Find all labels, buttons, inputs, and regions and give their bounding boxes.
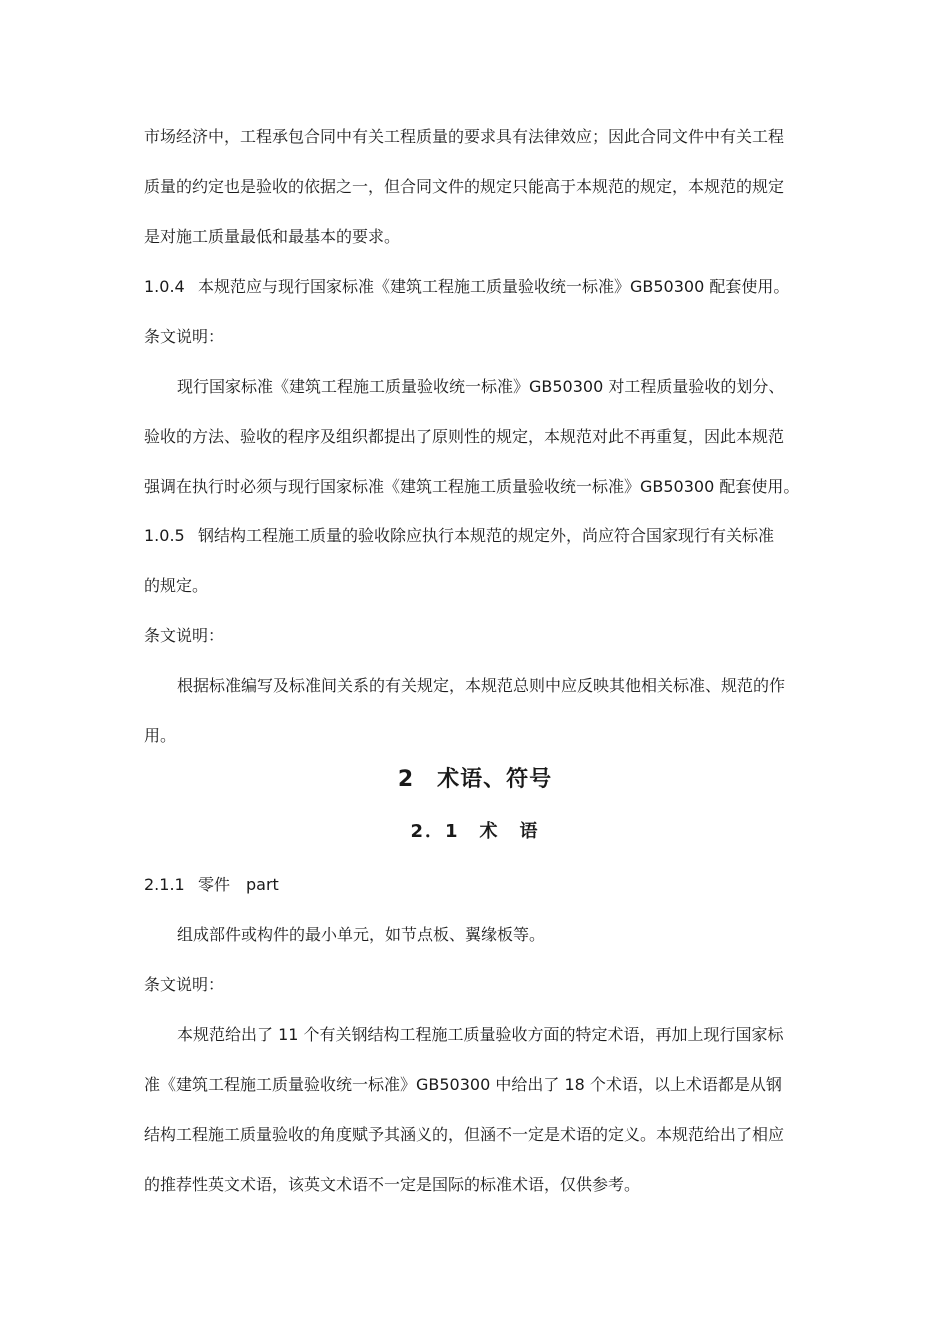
paragraph-line: 是对施工质量最低和最基本的要求。 bbox=[144, 227, 401, 246]
chapter-title: 2 术语、符号 bbox=[397, 767, 553, 792]
paragraph-line: 现行国家标准《建筑工程施工质量验收统一标准》GB50300 对工程质量验收的划分、 bbox=[177, 377, 785, 396]
paragraph-line: 组成部件或构件的最小单元，如节点板、翼缘板等。 bbox=[177, 925, 546, 944]
paragraph-line: 结构工程施工质量验收的角度赋予其涵义的，但涵不一定是术语的定义。本规范给出了相应 bbox=[144, 1125, 785, 1144]
clause-2-1-1 bbox=[144, 873, 809, 897]
explanation-label: 条文说明： bbox=[144, 327, 225, 346]
clause-text: 零件 part bbox=[198, 875, 279, 894]
paragraph-line: 的规定。 bbox=[144, 576, 209, 595]
paragraph-line: 质量的约定也是验收的依据之一，但合同文件的规定只能高于本规范的规定，本规范的规定 bbox=[144, 177, 785, 196]
explanation-label: 条文说明： bbox=[144, 626, 225, 645]
paragraph-line: 本规范给出了 11 个有关钢结构工程施工质量验收方面的特定术语，再加上现行国家标 bbox=[177, 1025, 784, 1044]
clause-1-0-5 bbox=[144, 524, 809, 548]
clause-text: 钢结构工程施工质量的验收除应执行本规范的规定外，尚应符合国家现行有关标准 bbox=[198, 526, 775, 545]
clause-text: 本规范应与现行国家标准《建筑工程施工质量验收统一标准》GB50300 配套使用。 bbox=[198, 277, 790, 296]
paragraph-line: 根据标准编写及标准间关系的有关规定，本规范总则中应反映其他相关标准、规范的作 bbox=[177, 676, 786, 695]
paragraph-line: 验收的方法、验收的程序及组织都提出了原则性的规定，本规范对此不再重复，因此本规范 bbox=[144, 427, 785, 446]
paragraph-line: 市场经济中，工程承包合同中有关工程质量的要求具有法律效应；因此合同文件中有关工程 bbox=[144, 127, 785, 146]
clause-number: 2.1.1 bbox=[144, 875, 185, 894]
paragraph-line: 用。 bbox=[144, 726, 177, 745]
clause-number: 1.0.4 bbox=[144, 277, 185, 296]
clause-number: 1.0.5 bbox=[144, 526, 185, 545]
paragraph-line: 准《建筑工程施工质量验收统一标准》GB50300 中给出了 18 个术语，以上术语都是从钢 bbox=[144, 1075, 782, 1094]
clause-1-0-4 bbox=[144, 275, 809, 299]
paragraph-line: 的推荐性英文术语，该英文术语不一定是国际的标准术语，仅供参考。 bbox=[144, 1175, 641, 1194]
explanation-label: 条文说明： bbox=[144, 975, 225, 994]
paragraph-line: 强调在执行时必须与现行国家标准《建筑工程施工质量验收统一标准》GB50300 配套使用。 bbox=[144, 477, 800, 496]
section-title: 2．1 术 语 bbox=[410, 821, 540, 842]
